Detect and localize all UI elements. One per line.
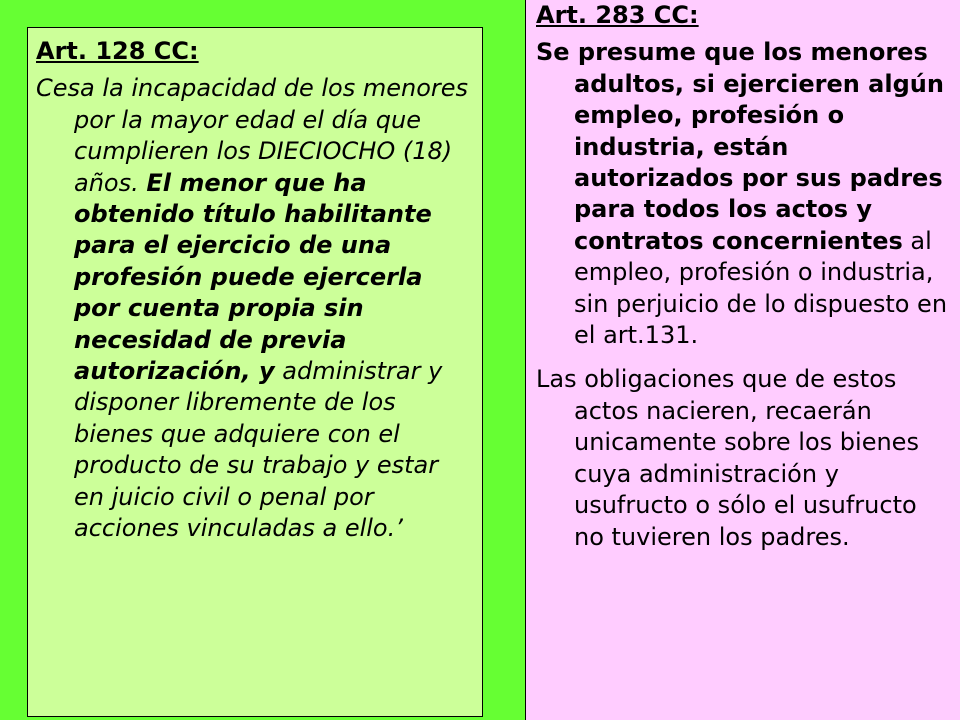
article-283-panel (525, 0, 960, 720)
article-128-panel (27, 27, 483, 717)
article-283-heading: Art. 283 CC: (536, 1, 699, 29)
article-128-text-bold: El menor que ha obtenido título habilitante para el ejercicio de una profesión puede ejercerla por cuenta propia sin necesidad de previa autorización, y (74, 168, 432, 386)
article-283-paragraph-1-bold: Se presume que los menores adultos, si ejercieren algún empleo, profesión o industria, están autorizados por sus padres para todos los actos y contratos concernientes (536, 38, 944, 255)
article-128-text-italic-2: administrar y disponer libremente de los bienes que adquiere con el producto de su trabajo y estar en juicio civil o penal por acciones vinculadas a ello.’ (74, 357, 443, 543)
article-128-text-italic-1: Cesa la incapacidad de los menores por la mayor edad el día que cumplieren los DIECIOCHO (18) años. (36, 74, 469, 197)
article-128-text (36, 73, 474, 544)
article-128-heading: Art. 128 CC: (36, 37, 199, 65)
article-283-paragraph-2: Las obligaciones que de estos actos nacieren, recaerán unicamente sobre los bienes cuya administración y usufructo o sólo el usufructo no tuvieren los padres. (536, 365, 919, 551)
article-283-paragraph-1 (536, 37, 952, 351)
article-283-paragraph-1-rest: al empleo, profesión o industria, sin perjuicio de lo dispuesto en el art.131. (574, 226, 948, 350)
